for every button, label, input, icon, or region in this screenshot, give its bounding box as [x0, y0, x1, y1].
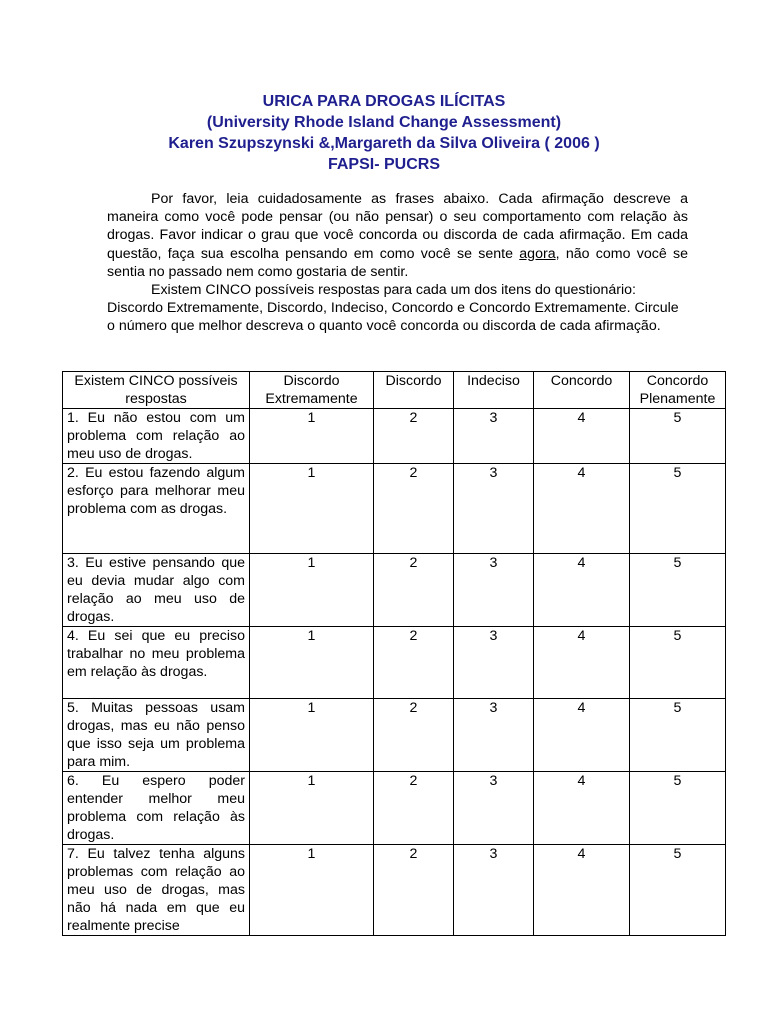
item-statement: 4. Eu sei que eu preciso trabalhar no meu problema em relação às drogas.	[63, 627, 250, 699]
instructions-text-1b: , não como você se sentia no passado nem como gostaria de sentir.	[107, 245, 689, 280]
response-option[interactable]: 4	[534, 409, 630, 464]
response-option[interactable]: 4	[534, 464, 630, 554]
response-option[interactable]: 1	[250, 409, 374, 464]
response-option[interactable]: 3	[454, 699, 534, 772]
response-option[interactable]: 5	[630, 409, 726, 464]
table-row	[63, 772, 726, 845]
response-option[interactable]: 5	[630, 699, 726, 772]
response-option[interactable]: 4	[534, 772, 630, 845]
table-header-row	[63, 372, 726, 409]
table-row	[63, 845, 726, 936]
item-statement: 7. Eu talvez tenha alguns problemas com relação ao meu uso de drogas, mas não há nada em que eu realmente precise	[63, 845, 250, 936]
response-option[interactable]: 2	[374, 554, 454, 627]
response-option[interactable]: 1	[250, 627, 374, 699]
instructions-text-2: Existem CINCO possíveis respostas para cada um dos itens do questionário: Discordo Extremamente, Discordo, Indeciso, Concordo e Concordo Extremamente. Circule o número que melhor descreva o quanto você concorda ou discorda de cada afirmação.	[107, 282, 679, 335]
response-option[interactable]: 4	[534, 699, 630, 772]
instructions-paragraph-1	[107, 190, 688, 281]
response-option[interactable]: 5	[630, 845, 726, 936]
response-option[interactable]: 3	[454, 772, 534, 845]
column-header-disagree: Discordo	[374, 372, 454, 409]
column-header-fully-agree: Concordo Plenamente	[630, 372, 726, 409]
response-option[interactable]: 3	[454, 409, 534, 464]
response-option[interactable]: 4	[534, 554, 630, 627]
response-option[interactable]: 5	[630, 772, 726, 845]
instructions-paragraph-2	[107, 281, 688, 336]
response-option[interactable]: 2	[374, 699, 454, 772]
table-row	[63, 554, 726, 627]
item-statement: 5. Muitas pessoas usam drogas, mas eu não penso que isso seja um problema para mim.	[63, 699, 250, 772]
item-statement: 3. Eu estive pensando que eu devia mudar algo com relação ao meu uso de drogas.	[63, 554, 250, 627]
response-option[interactable]: 2	[374, 845, 454, 936]
item-statement: 1. Eu não estou com um problema com relação ao meu uso de drogas.	[63, 409, 250, 464]
response-option[interactable]: 3	[454, 464, 534, 554]
response-option[interactable]: 5	[630, 554, 726, 627]
document-header	[0, 91, 768, 175]
response-option[interactable]: 1	[250, 699, 374, 772]
document-authors: Karen Szupszynski &,Margareth da Silva Oliveira ( 2006 )	[168, 135, 600, 152]
response-option[interactable]: 3	[454, 627, 534, 699]
response-option[interactable]: 3	[454, 845, 534, 936]
table-row	[63, 699, 726, 772]
response-option[interactable]: 4	[534, 627, 630, 699]
response-option[interactable]: 1	[250, 554, 374, 627]
table-row	[63, 627, 726, 699]
response-option[interactable]: 5	[630, 627, 726, 699]
response-option[interactable]: 4	[534, 845, 630, 936]
item-statement: 2. Eu estou fazendo algum esforço para melhorar meu problema com as drogas.	[63, 464, 250, 554]
response-option[interactable]: 5	[630, 464, 726, 554]
table-row	[63, 464, 726, 554]
response-option[interactable]: 2	[374, 772, 454, 845]
response-option[interactable]: 3	[454, 554, 534, 627]
document-institution: FAPSI- PUCRS	[327, 156, 440, 173]
column-header-agree: Concordo	[534, 372, 630, 409]
response-option[interactable]: 1	[250, 772, 374, 845]
response-option[interactable]: 1	[250, 845, 374, 936]
document-subtitle: (University Rhode Island Change Assessment)	[206, 114, 562, 131]
response-option[interactable]: 2	[374, 627, 454, 699]
column-header-strongly-disagree: Discordo Extremamente	[250, 372, 374, 409]
response-option[interactable]: 2	[374, 409, 454, 464]
instructions-text-1a: Por favor, leia cuidadosamente as frases abaixo. Cada afirmação descreve a maneira como você pode pensar (ou não pensar) o seu comportamento com relação às drogas. Favor indicar o grau que você concorda ou discorda de cada afirmação. Em cada questão, faça sua escolha pensando em como você se sente	[107, 191, 688, 262]
response-table	[62, 371, 726, 936]
column-header-undecided: Indeciso	[454, 372, 534, 409]
table-row	[63, 409, 726, 464]
response-option[interactable]: 1	[250, 464, 374, 554]
instructions-emphasis: agora	[519, 245, 556, 262]
document-title: URICA PARA DROGAS ILÍCITAS	[262, 93, 506, 110]
instructions	[107, 190, 688, 336]
response-option[interactable]: 2	[374, 464, 454, 554]
column-header-item: Existem CINCO possíveis respostas	[63, 372, 250, 409]
item-statement: 6. Eu espero poder entender melhor meu problema com relação às drogas.	[63, 772, 250, 845]
